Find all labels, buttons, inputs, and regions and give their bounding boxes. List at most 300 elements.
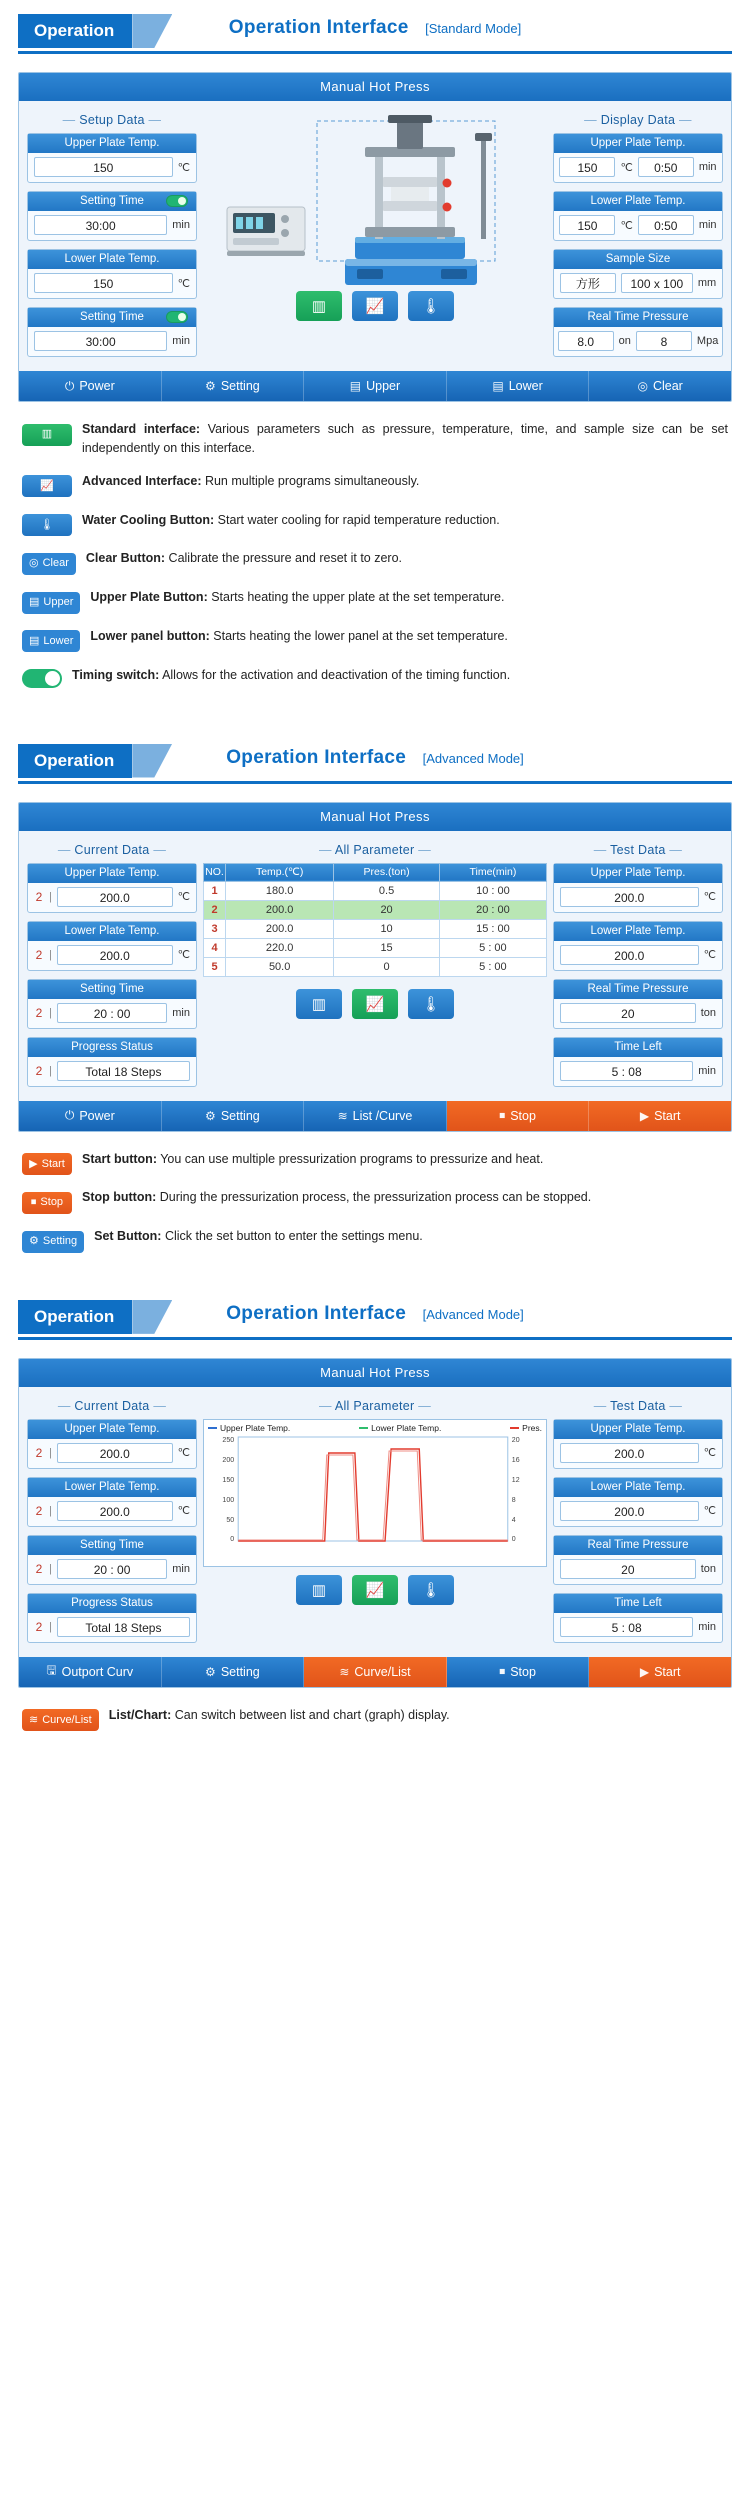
col-time: Time(min): [439, 863, 546, 881]
value-2: 8: [636, 331, 692, 351]
legend-lower-plate-temp: Lower Plate Temp.: [359, 1423, 441, 1433]
nav-power[interactable]: [19, 371, 162, 401]
cell-no: 2: [204, 900, 226, 919]
test-real-time-pressure: [553, 979, 723, 1029]
all-parameter-chart-panel: — All Parameter — Upper Plate Temp. Lower Plate Temp. Pres. 250 200 150 100 50 0 20 16 12 8 4 0 ▥ 📈 🌡: [203, 1397, 547, 1651]
advanced-icon[interactable]: 📈: [352, 291, 398, 321]
unit-label: ℃: [177, 277, 190, 290]
test-data-panel: — Test Data — Upper Plate Temp. 200.0 ℃ Lower Plate Temp. 200.0 ℃ Real Time Pressure 20 ton Time Left 5 : 08 min: [553, 1397, 723, 1651]
nav-label: Outport Curv: [61, 1664, 134, 1679]
section-titles: [0, 1303, 750, 1325]
screen-title: Manual Hot Press: [19, 1359, 731, 1387]
legend-term: Start button:: [82, 1151, 157, 1166]
current-data-panel: — Current Data — Upper Plate Temp. 2 | 200.0 ℃ Lower Plate Temp. 2 | 200.0 ℃ Setting Time 2 | 20 : 00 min Progress Status 2 | Total 18 Steps: [27, 1397, 197, 1651]
list-item: [22, 627, 728, 653]
step-index: 2: [35, 889, 43, 904]
page-mode: [Advanced Mode]: [422, 750, 524, 766]
clear-icon[interactable]: ◎ Clear: [22, 553, 76, 575]
legend-term: Clear Button:: [85, 551, 166, 566]
legend-advanced: [22, 1150, 728, 1253]
progress-status: Progress Status 2 | Total 18 Steps: [27, 1037, 197, 1087]
value-2: 0:50: [638, 157, 694, 177]
current-upper-plate-temp: Upper Plate Temp. 2 | 200.0 ℃: [27, 863, 197, 913]
gear-icon[interactable]: ⚙ Setting: [22, 1231, 84, 1253]
value: 20 : 00: [57, 1003, 167, 1023]
gear-icon: ⚙: [205, 1664, 216, 1679]
test-time-left: [553, 1037, 723, 1087]
test-real-time-pressure: [553, 1535, 723, 1585]
svg-text:200: 200: [222, 1456, 235, 1464]
field-label: Real Time Pressure: [554, 980, 722, 999]
legend-desc: Various parameters such as pressure, temperature, time, and sample size can be set independently on this interface.: [82, 422, 728, 456]
nav-label: Lower: [508, 379, 543, 393]
chart-plot: [204, 1433, 546, 1555]
nav-outport-curve[interactable]: [19, 1657, 162, 1687]
device-screen-advanced-list: [18, 802, 732, 1132]
cell-time: 15 : 00: [439, 919, 546, 938]
value: Total 18 Steps: [57, 1617, 190, 1637]
value-2: 100 x 100: [621, 273, 693, 293]
section-header: [0, 744, 750, 786]
svg-text:0: 0: [511, 1535, 516, 1543]
nav-curve-list[interactable]: [304, 1657, 447, 1687]
standard-icon[interactable]: ▥: [296, 291, 342, 321]
test-upper-plate-temp: [553, 863, 723, 913]
field-label: Upper Plate Temp.: [28, 1420, 196, 1439]
upper-plate-icon: ▤: [349, 379, 362, 393]
unit-2: min: [698, 161, 717, 173]
list-item: [22, 472, 728, 498]
display-sample-size: [553, 249, 723, 299]
field-setting-time-lower[interactable]: [27, 307, 197, 357]
nav-label: Stop: [510, 1664, 536, 1679]
legend-desc: Calibrate the pressure and reset it to zero.: [165, 551, 403, 566]
nav-label: Start: [654, 1664, 681, 1679]
field-label: Setting Time: [28, 980, 196, 999]
field-label: Lower Plate Temp.: [554, 1478, 722, 1497]
legend-desc: Start water cooling for rapid temperature reduction.: [214, 512, 500, 527]
unit-label: ℃: [177, 161, 190, 174]
field-label: Upper Plate Temp.: [554, 134, 722, 153]
chip-label: Lower: [43, 634, 74, 647]
display-data-panel: [553, 111, 723, 365]
legend-term: Water Cooling Button:: [82, 512, 215, 527]
unit: ℃: [177, 891, 190, 904]
cell-temp: 200.0: [226, 919, 334, 938]
advanced-icon[interactable]: 📈: [352, 1575, 398, 1605]
legend-desc: During the pressurization process, the pressurization process can be stopped.: [156, 1190, 592, 1205]
mode-buttons: [203, 989, 547, 1019]
legend-term: Lower panel button:: [90, 628, 210, 643]
setup-data-title: — Setup Data —: [62, 113, 162, 127]
parameter-chart[interactable]: [203, 1419, 547, 1567]
table-row[interactable]: [204, 881, 547, 900]
machine-illustration-panel: [203, 111, 547, 365]
machine-illustration: [205, 115, 545, 285]
field-label: Progress Status: [28, 1038, 196, 1057]
test-lower-plate-temp: [553, 1477, 723, 1527]
section-tag-label: Operation: [18, 744, 132, 778]
unit-1: ℃: [620, 161, 633, 174]
field-upper-plate-temp[interactable]: [27, 133, 197, 183]
nav-stop[interactable]: [447, 1657, 590, 1687]
legend-desc: Starts heating the lower panel at the set temperature.: [209, 628, 508, 643]
unit: ℃: [703, 1447, 716, 1460]
device-screen-standard: [18, 72, 732, 402]
value: 20: [560, 1003, 696, 1023]
section-advanced-mode-list: [0, 744, 750, 1286]
list-item: [22, 1706, 728, 1732]
hot-press-machine-icon: [205, 115, 573, 291]
svg-text:250: 250: [222, 1436, 235, 1444]
chip-label: Upper: [43, 596, 74, 609]
value: 200.0: [560, 1501, 699, 1521]
cell-pres: 20: [334, 900, 440, 919]
nav-stop[interactable]: [447, 1101, 590, 1131]
standard-icon[interactable]: ▥: [22, 424, 72, 446]
nav-label: Setting: [220, 1108, 260, 1123]
unit: ℃: [703, 949, 716, 962]
svg-text:150: 150: [222, 1476, 235, 1484]
setup-data-panel: [27, 111, 197, 365]
cell-pres: 0.5: [334, 881, 440, 900]
legend-upper-plate-temp: Upper Plate Temp.: [208, 1423, 290, 1433]
cell-no: 4: [204, 938, 226, 957]
water-cooling-icon[interactable]: 🌡: [408, 1575, 454, 1605]
display-real-time-pressure: [553, 307, 723, 357]
unit-1: on: [618, 335, 631, 347]
svg-text:50: 50: [226, 1516, 235, 1524]
page-title: Operation Interface: [228, 17, 409, 38]
value-1: 150: [559, 215, 615, 235]
value-1: 150: [559, 157, 615, 177]
unit: min: [172, 1562, 190, 1575]
test-data-panel: — Test Data — Upper Plate Temp. 200.0 ℃ Lower Plate Temp. 200.0 ℃ Real Time Pressure 20 ton Time Left 5 : 08 min: [553, 841, 723, 1095]
device-screen-advanced-curve: [18, 1358, 732, 1688]
cell-pres: 15: [334, 938, 440, 957]
section-tag-label: Operation: [18, 1300, 132, 1334]
water-cooling-icon[interactable]: 🌡: [408, 989, 454, 1019]
unit: ton: [700, 1006, 716, 1019]
list-item: [22, 420, 728, 459]
power-icon: ⏻: [64, 1108, 75, 1123]
lower-plate-icon[interactable]: ▤ Lower: [22, 630, 80, 652]
nav-clear[interactable]: [589, 371, 731, 401]
legend-desc: You can use multiple pressurization programs to pressurize and heat.: [156, 1151, 544, 1166]
field-label: Real Time Pressure: [554, 1536, 722, 1555]
unit: ℃: [177, 1447, 190, 1460]
progress-status: Progress Status 2 | Total 18 Steps: [27, 1593, 197, 1643]
current-lower-plate-temp: Lower Plate Temp. 2 | 200.0 ℃: [27, 1477, 197, 1527]
advanced-icon[interactable]: 📈: [22, 475, 72, 497]
current-data-label: Current Data: [74, 842, 150, 857]
start-icon: ▶: [639, 1664, 650, 1679]
timing-switch-icon[interactable]: [166, 311, 188, 323]
list-curve-icon[interactable]: ≋ Curve/List: [22, 1709, 99, 1731]
field-label: Lower Plate Temp.: [28, 1478, 196, 1497]
field-label: Lower Plate Temp.: [554, 922, 722, 941]
nav-start[interactable]: [589, 1101, 731, 1131]
cell-time: 20 : 00: [439, 900, 546, 919]
table-row[interactable]: [204, 957, 547, 976]
value: 200.0: [57, 945, 173, 965]
unit: ℃: [177, 949, 190, 962]
step-index: 2: [35, 947, 43, 962]
lower-plate-temp-input[interactable]: 150: [34, 273, 173, 293]
unit-label: min: [172, 219, 190, 231]
upper-plate-temp-input[interactable]: 150: [34, 157, 173, 177]
field-label: Time Left: [554, 1038, 722, 1057]
value: 200.0: [57, 1501, 173, 1521]
test-data-label: Test Data: [610, 1398, 666, 1413]
value: 200.0: [560, 887, 699, 907]
field-label: Lower Plate Temp.: [28, 922, 196, 941]
current-lower-plate-temp: Lower Plate Temp. 2 | 200.0 ℃: [27, 921, 197, 971]
field-setting-time-upper[interactable]: [27, 191, 197, 241]
col-no: NO.: [204, 863, 226, 881]
stop-icon[interactable]: ⏹ Stop: [22, 1192, 72, 1214]
value-1: 8.0: [558, 331, 614, 351]
test-time-left: [553, 1593, 723, 1643]
legend-desc: Click the set button to enter the settings menu.: [161, 1229, 423, 1244]
test-upper-plate-temp: [553, 1419, 723, 1469]
nav-setting[interactable]: [162, 371, 305, 401]
all-parameter-label: All Parameter: [334, 1398, 415, 1413]
nav-label: Setting: [220, 1664, 260, 1679]
test-lower-plate-temp: [553, 921, 723, 971]
step-index: 2: [35, 1445, 43, 1460]
setup-data-label: Setup Data: [79, 113, 145, 127]
parameter-table[interactable]: [203, 863, 547, 977]
list-curve-icon: ≋: [337, 1108, 348, 1123]
list-item: [22, 511, 728, 537]
value: 20 : 00: [57, 1559, 167, 1579]
cell-pres: 10: [334, 919, 440, 938]
standard-icon[interactable]: ▥: [296, 1575, 342, 1605]
all-parameter-label: All Parameter: [334, 842, 415, 857]
legend-term: Upper Plate Button:: [90, 590, 208, 605]
value: 200.0: [560, 945, 699, 965]
list-item: [22, 1188, 728, 1214]
nav-power[interactable]: [19, 1101, 162, 1131]
value: 5 : 08: [560, 1061, 693, 1081]
cell-no: 5: [204, 957, 226, 976]
power-icon: ⏻: [64, 378, 75, 393]
current-data-label: Current Data: [74, 1398, 150, 1413]
current-setting-time: Setting Time 2 | 20 : 00 min: [27, 1535, 197, 1585]
cell-temp: 180.0: [226, 881, 334, 900]
legend-term: Stop button:: [82, 1190, 157, 1205]
value-1: 方形: [560, 273, 616, 293]
svg-text:100: 100: [222, 1496, 235, 1504]
nav-upper[interactable]: [304, 371, 447, 401]
svg-text:20: 20: [511, 1436, 520, 1444]
col-temp: Temp.(℃): [226, 863, 334, 881]
current-data-panel: — Current Data — Upper Plate Temp. 2 | 200.0 ℃ Lower Plate Temp. 2 | 200.0 ℃ Setting Time 2 | 20 : 00 min Progress Status 2 | Total 18 Steps: [27, 841, 197, 1095]
value: 5 : 08: [560, 1617, 693, 1637]
current-upper-plate-temp: Upper Plate Temp. 2 | 200.0 ℃: [27, 1419, 197, 1469]
header-rule: [18, 51, 732, 54]
legend-term: List/Chart:: [108, 1707, 172, 1722]
bottom-nav-curve: [19, 1657, 731, 1687]
section-titles: [0, 17, 750, 39]
setting-time-lower-input[interactable]: 30:00: [34, 331, 167, 351]
chart-legend: [204, 1420, 546, 1433]
table-row[interactable]: [204, 919, 547, 938]
unit: min: [698, 1620, 716, 1633]
field-label: Time Left: [554, 1594, 722, 1613]
field-label: Setting Time: [80, 195, 144, 207]
page-title: Operation Interface: [226, 746, 407, 768]
list-item: [22, 549, 728, 575]
page-mode: [Advanced Mode]: [422, 1306, 524, 1322]
chip-label: Curve/List: [42, 1713, 92, 1726]
cell-time: 5 : 00: [439, 938, 546, 957]
display-upper-plate-temp: [553, 133, 723, 183]
field-label: Upper Plate Temp.: [554, 1420, 722, 1439]
list-item: [22, 666, 728, 697]
unit: ton: [700, 1562, 716, 1575]
display-data-title: — Display Data —: [584, 113, 692, 127]
gear-icon: ⚙: [205, 1108, 216, 1123]
legend-desc: Starts heating the upper plate at the set temperature.: [207, 590, 505, 605]
nav-label: Power: [79, 379, 115, 393]
unit-2: Mpa: [696, 335, 719, 347]
list-item: [22, 1227, 728, 1253]
bottom-nav-advanced: [19, 1101, 731, 1131]
mode-buttons: [203, 291, 547, 321]
mode-buttons: [203, 1575, 547, 1605]
standard-icon[interactable]: ▥: [296, 989, 342, 1019]
nav-label: Clear: [652, 379, 683, 393]
section-tag-label: Operation: [18, 14, 132, 48]
unit: min: [698, 1064, 716, 1077]
bottom-nav-standard: [19, 371, 731, 401]
table-row[interactable]: [204, 900, 547, 919]
cell-temp: 50.0: [226, 957, 334, 976]
field-lower-plate-temp[interactable]: [27, 249, 197, 299]
timing-switch-icon[interactable]: [22, 669, 62, 688]
nav-lower[interactable]: [447, 371, 590, 401]
step-index: 2: [35, 1063, 43, 1078]
value: 20: [560, 1559, 696, 1579]
nav-setting[interactable]: [162, 1657, 305, 1687]
field-label: Real Time Pressure: [554, 308, 722, 327]
cell-time: 5 : 00: [439, 957, 546, 976]
list-item: [22, 588, 728, 614]
legend-term: Timing switch:: [72, 667, 160, 682]
stop-icon: ⏹: [499, 1664, 506, 1679]
screen-title: Manual Hot Press: [19, 803, 731, 831]
screen-title: Manual Hot Press: [19, 73, 731, 101]
legend-pressure: Pres.: [510, 1423, 542, 1433]
unit-label: min: [172, 335, 190, 347]
svg-text:16: 16: [511, 1456, 520, 1464]
nav-label: Curve/List: [354, 1664, 411, 1679]
legend-desc: Allows for the activation and deactivation of the timing function.: [159, 667, 511, 682]
legend-term: Set Button:: [94, 1229, 162, 1244]
all-parameter-panel: — All Parameter — NO. Temp.(℃) Pres.(ton) Time(min) 1 180.0 0.5 10 : 00 2 200.0 20 20 : 00 3 200.0 10 15 : 00 4 220.0 15 5 : 00 5 50.0 0 5 : 00 ▥ 📈 🌡: [203, 841, 547, 1095]
svg-text:4: 4: [511, 1516, 516, 1524]
page-title: Operation Interface: [226, 1302, 407, 1324]
value: 200.0: [560, 1443, 699, 1463]
field-label: Progress Status: [28, 1594, 196, 1613]
page-mode: [Standard Mode]: [425, 21, 522, 36]
svg-text:8: 8: [511, 1496, 516, 1504]
field-label: Upper Plate Temp.: [28, 864, 196, 883]
value: Total 18 Steps: [57, 1061, 190, 1081]
field-label: Setting Time: [28, 1536, 196, 1555]
legend-desc: Run multiple programs simultaneously.: [201, 473, 420, 488]
unit: ℃: [703, 891, 716, 904]
step-index: 2: [35, 1561, 43, 1576]
nav-label: Setting: [220, 379, 260, 393]
test-data-label: Test Data: [610, 842, 666, 857]
start-icon: ▶: [639, 1108, 650, 1123]
table-header-row: [204, 863, 547, 881]
nav-setting[interactable]: [162, 1101, 305, 1131]
field-label: Lower Plate Temp.: [554, 192, 722, 211]
step-index: 2: [35, 1619, 43, 1634]
cell-temp: 200.0: [226, 900, 334, 919]
advanced-icon[interactable]: 📈: [352, 989, 398, 1019]
chip-label: Setting: [42, 1235, 78, 1248]
svg-text:0: 0: [230, 1535, 235, 1543]
section-titles: [0, 747, 750, 769]
nav-list-curve[interactable]: [304, 1101, 447, 1131]
upper-plate-icon[interactable]: ▤ Upper: [22, 592, 80, 614]
setting-time-upper-input[interactable]: 30:00: [34, 215, 167, 235]
current-setting-time: Setting Time 2 | 20 : 00 min: [27, 979, 197, 1029]
section-header: [0, 1300, 750, 1342]
chip-label: Clear: [42, 557, 69, 570]
unit: min: [172, 1006, 190, 1019]
unit-2: mm: [697, 277, 717, 289]
lower-plate-icon: ▤: [492, 379, 504, 393]
field-label: Upper Plate Temp.: [554, 864, 722, 883]
start-icon[interactable]: ▶ Start: [22, 1153, 72, 1175]
water-cooling-icon[interactable]: 🌡: [22, 514, 72, 536]
unit: ℃: [177, 1505, 190, 1518]
field-label: Lower Plate Temp.: [28, 250, 196, 269]
nav-start[interactable]: [589, 1657, 731, 1687]
unit-1: ℃: [620, 219, 633, 232]
svg-text:12: 12: [511, 1476, 520, 1484]
clear-icon: ◎: [637, 379, 648, 393]
col-pres: Pres.(ton): [334, 863, 440, 881]
export-icon: 🖫: [46, 1663, 57, 1678]
cell-no: 1: [204, 881, 226, 900]
cell-temp: 220.0: [226, 938, 334, 957]
legend-standard: [22, 420, 728, 697]
step-index: 2: [35, 1503, 43, 1518]
field-label: Upper Plate Temp.: [28, 134, 196, 153]
display-data-label: Display Data: [600, 113, 676, 127]
value: 200.0: [57, 887, 173, 907]
cell-pres: 0: [334, 957, 440, 976]
timing-switch-icon[interactable]: [166, 195, 188, 207]
value: 200.0: [57, 1443, 173, 1463]
nav-label: Stop: [510, 1108, 536, 1123]
table-row[interactable]: [204, 938, 547, 957]
nav-label: Power: [79, 1108, 115, 1123]
cell-no: 3: [204, 919, 226, 938]
water-cooling-icon[interactable]: 🌡: [408, 291, 454, 321]
header-rule: [18, 1337, 732, 1340]
display-lower-plate-temp: [553, 191, 723, 241]
section-header: [0, 14, 750, 56]
legend-term: Advanced Interface:: [82, 473, 202, 488]
